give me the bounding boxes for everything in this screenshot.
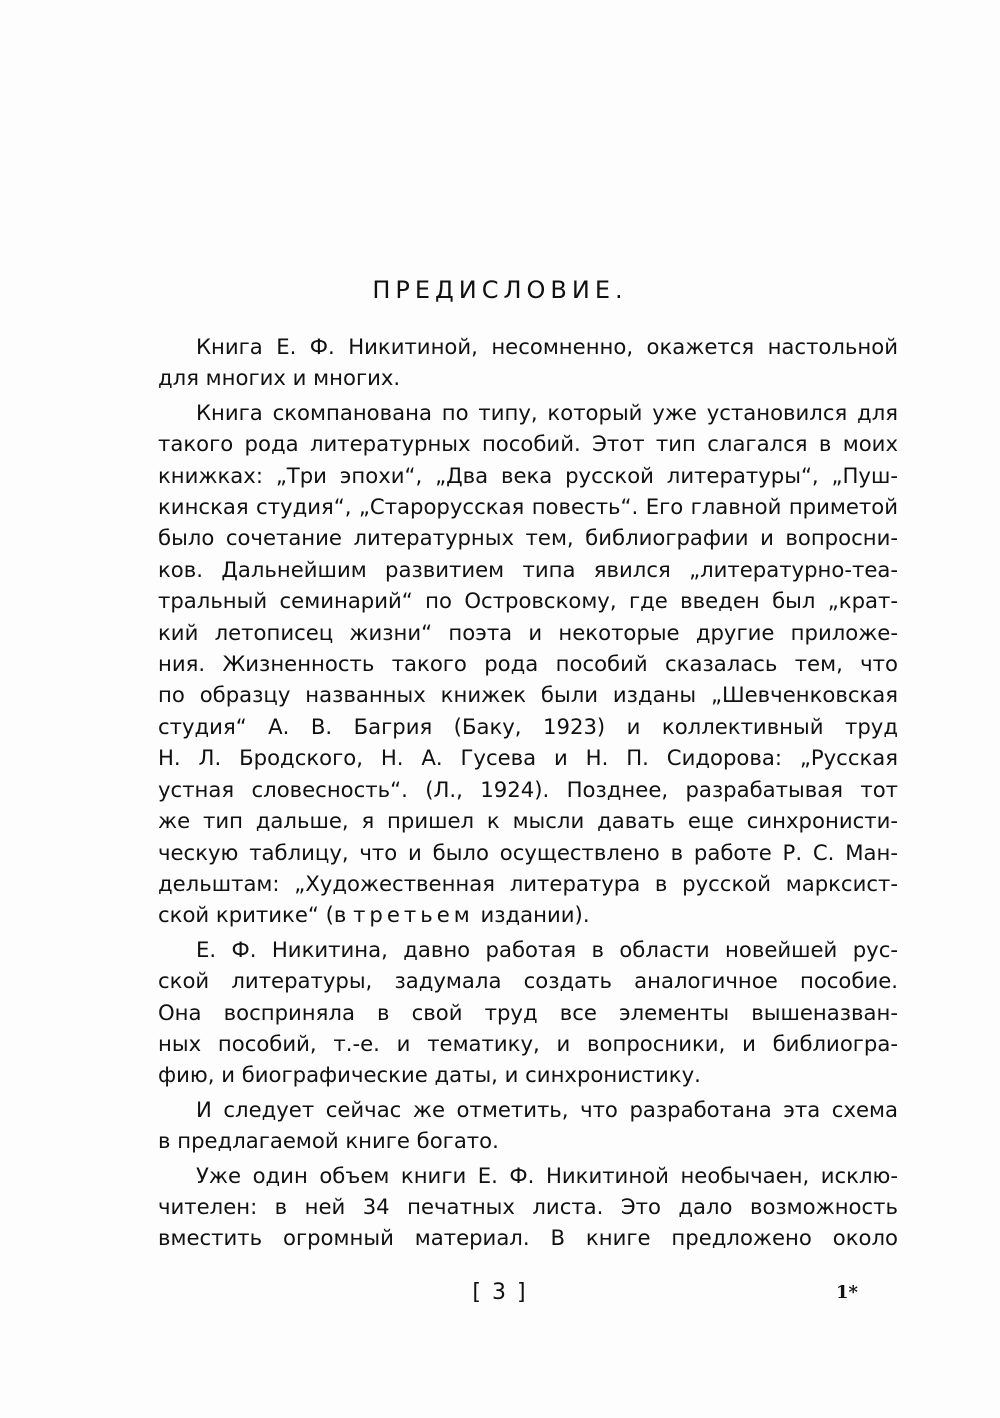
text-line: студия“ А. В. Багрия (Баку, 1923) и коллективный труд xyxy=(158,713,898,739)
text-line: Книга скомпанована по типу, который уже установился для xyxy=(196,399,898,425)
spaced-emphasis: третьем xyxy=(353,902,474,928)
text-line: Е. Ф. Никитина, давно работая в области новейшей рус- xyxy=(196,936,898,962)
text-line: кинская студия“, „Старорусская повесть“. Его главной приметой xyxy=(158,494,898,520)
text-line: ков. Дальнейшим развитием типа явился „литературно-теа- xyxy=(158,556,898,582)
text-line: И следует сейчас же отметить, что разработана эта схема xyxy=(196,1096,898,1122)
text-line: же тип дальше, я пришел к мысли давать еще синхронисти- xyxy=(158,808,898,834)
text-line: чителен: в ней 34 печатных листа. Это дало возможность xyxy=(158,1193,898,1219)
paragraph-3 xyxy=(158,934,898,1091)
text-line: Книга Е. Ф. Никитиной, несомненно, окажется настольной xyxy=(196,334,898,359)
text-line: дельштам: „Художественная литература в русской марксист- xyxy=(158,870,898,896)
body-text xyxy=(158,331,898,1257)
text-line xyxy=(158,899,898,930)
signature-mark: 1* xyxy=(836,1282,858,1303)
text-line: книжках: „Три эпохи“, „Два века русской литературы“, „Пуш- xyxy=(158,462,898,488)
text-line: кий летописец жизни“ поэта и некоторые другие приложе- xyxy=(158,619,898,645)
paragraph-2 xyxy=(158,397,898,931)
page-title: ПРЕДИСЛОВИЕ. xyxy=(372,276,628,304)
text-line: для многих и многих. xyxy=(158,365,401,391)
text-line: устная словесность“. (Л., 1924). Позднее, разрабатывая тот xyxy=(158,776,898,802)
text-line: ческую таблицу, что и было осуществлено в работе Р. С. Ман- xyxy=(158,839,898,865)
text-line: ния. Жизненность такого рода пособий сказалась тем, что xyxy=(158,651,898,677)
paragraph-1 xyxy=(158,331,898,394)
text-line: ской литературы, задумала создать аналогичное пособие. xyxy=(158,968,898,994)
page-number: [ 3 ] xyxy=(472,1280,528,1305)
text-line: тральный семинарий“ по Островскому, где введен был „крат- xyxy=(158,588,898,614)
text-line: в предлагаемой книге богато. xyxy=(158,1128,499,1154)
text-line: такого рода литературных пособий. Этот тип слагался в моих xyxy=(158,431,898,457)
text-line: по образцу названных книжек были изданы „Шевченковская xyxy=(158,682,898,708)
text-line: Она восприняла в свой труд все элементы вышеназван- xyxy=(158,999,898,1025)
text-line: Н. Л. Бродского, Н. А. Гусева и Н. П. Сидорова: „Русская xyxy=(158,745,898,771)
paragraph-5 xyxy=(158,1160,898,1254)
text-fragment: ской критике“ (в xyxy=(158,902,354,928)
text-line: было сочетание литературных тем, библиографии и вопросни- xyxy=(158,525,898,551)
text-line: ных пособий, т.-е. и тематику, и вопросники, и библиогра- xyxy=(158,1030,898,1056)
text-fragment: издании). xyxy=(473,902,590,928)
text-line: вместить огромный материал. В книге предложено около xyxy=(158,1225,898,1251)
text-line: Уже один объем книги Е. Ф. Никитиной необычаен, исклю- xyxy=(196,1162,898,1188)
text-line: фию, и биографические даты, и синхронистику. xyxy=(158,1062,701,1088)
paragraph-4 xyxy=(158,1094,898,1157)
